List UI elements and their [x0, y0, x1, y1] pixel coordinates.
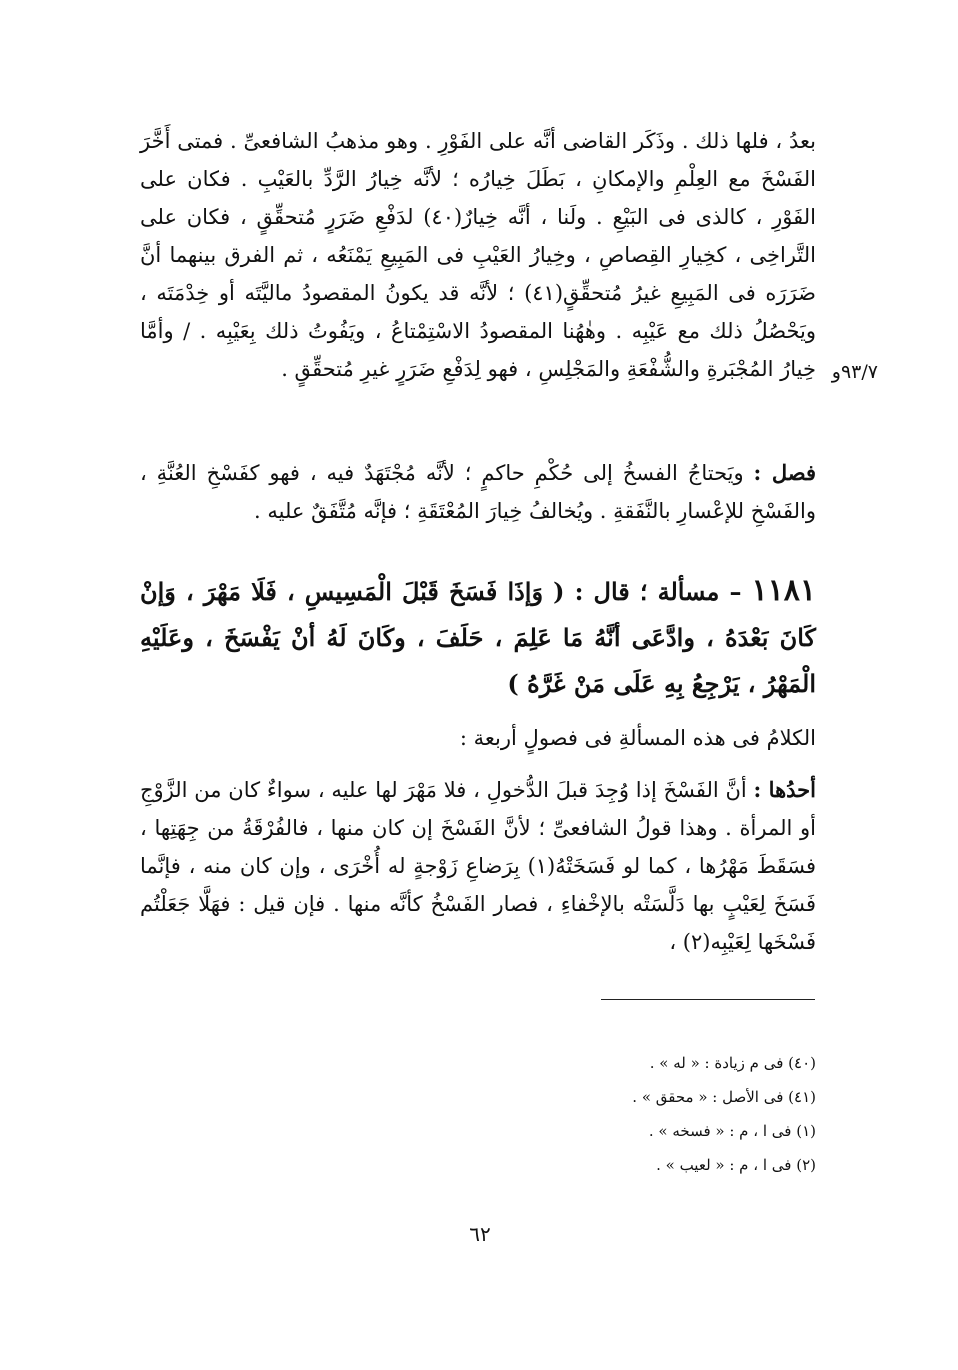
masala-number: ١١٨١ — [751, 573, 816, 608]
masala-paragraph — [140, 568, 816, 707]
footnote-1: (١) فى ا ، م : « فسخه » . — [648, 1122, 816, 1140]
footnote-41: (٤١) فى الأصل : « محقق » . — [632, 1088, 816, 1106]
paragraph-intro: الكلامُ فى هذه المسألةِ فى فصولٍ أربعة : — [459, 726, 816, 750]
section-heading-first: أحدُها : — [753, 777, 816, 802]
masala-text: – مسألة ؛ قال : ( وَإذَا فَسَخَ قَبْلَ الْمَسِيسِ ، فَلَا مَهْرَ ، وَإنْ كَانَ بَعْدَهُ ، وادَّعَى أنَّهُ مَا عَلِمَ ، حَلَفَ ، وكَانَ لَهُ أنْ يَفْسَخَ ، وعَلَيْهِ الْمَهْرُ ، يَرْجِعُ بِهِ عَلَى مَنْ غَرَّهُ ) — [140, 577, 816, 698]
paragraph-continuation: بعدُ ، فلها ذلك . وذَكَر القاضى أنَّه على الفَوْرِ . وهو مذهبُ الشافعىِّ . فمتى أَخَّرَ الفَسْخَ مع العِلْمِ والإمكانِ ، بَطَلَ خِيارُه ؛ لأنَّه خِيارُ الرَّدِّ بالعَيْبِ . فكان على الفَوْرِ ، كالذى فى البَيْعِ . ولَنا ، أنَّه خِيارٌ(٤٠) لدَفْعِ ضَرَرٍ مُتحقِّقٍ ، فكان على التَّراخِى ، كخِيارِ القِصاصِ ، وخِيارُ العَيْبِ فى المَبِيعِ يَمْنَعُه ، ثم الفرق بينهما أنَّ ضَرَرَه فى المَبِيعِ غيرُ مُتحقِّقٍ(٤١) ؛ لأنَّه قد يكونُ المقصودُ ماليَّتَه أو خِدْمَتَه ، ويَحْصُلُ ذلك مع عَيْبِه . وهٰهُنا المقصودُ الاسْتِمْتاعُ ، ويَفُوتُ ذلك بِعَيْبِه . / وأمَّا خِيارُ المُجْبَرةِ والشُّفْعَةِ والمَجْلِسِ ، فهو لِدَفْعِ ضَرَرٍ غيرِ مُتحقِّقٍ . — [140, 129, 816, 381]
margin-folio-reference: ٩٣/٧و — [831, 361, 878, 383]
paragraph-fasl — [140, 454, 816, 530]
section-heading-fasl: فصل : — [753, 460, 816, 485]
paragraph-first-section — [140, 771, 816, 961]
page-number: ٦٢ — [469, 1222, 491, 1246]
paragraph-first-section-text: أنَّ الفَسْخَ إذا وُجِدَ قبلَ الدُّخولِ ، فلا مَهْرَ لها عليه ، سواءٌ كان من الزَّوْجِ أو المرأة . وهذا قولُ الشافعىِّ ؛ لأنَّ الفَسْخَ إن كان منها ، فالفُرْقَةُ من جِهَتِها ، فسَقَطَ مَهْرُها ، كما لو فَسَخَتْهُ(١) بِرَضاعِ زَوْجةٍ له أُخْرَى ، وإن كان منه ، فإنَّما فَسَخَ لِعَيْبٍ بها دَلَّسَتْه بالإخْفاءِ ، فصار الفَسْخُ كأنَّه منها . فإن قيل : فهَلَّا جَعَلْتُم فَسْخَها لِعَيْبِه(٢) ، — [140, 778, 817, 954]
footnote-40: (٤٠) فى م زيادة : « له » . — [649, 1054, 816, 1072]
footnote-separator — [601, 999, 815, 1000]
footnotes — [400, 1046, 816, 1182]
footnote-2: (٢) فى ا ، م : « لعيب » . — [656, 1156, 816, 1174]
paragraph-fasl-text: ويَحتاجُ الفسخُ إلى حُكْمِ حاكمٍ ؛ لأنَّه مُجْتَهَدٌ فيه ، فهو كفَسْخِ العُنَّةِ ، والفَسْخِ للإعْسارِ بالنَّفَقةِ . ويُخالفُ خِيارَ المُعْتَقَةِ ؛ فإنَّه مُتَّفَقٌ عليه . — [140, 461, 816, 523]
